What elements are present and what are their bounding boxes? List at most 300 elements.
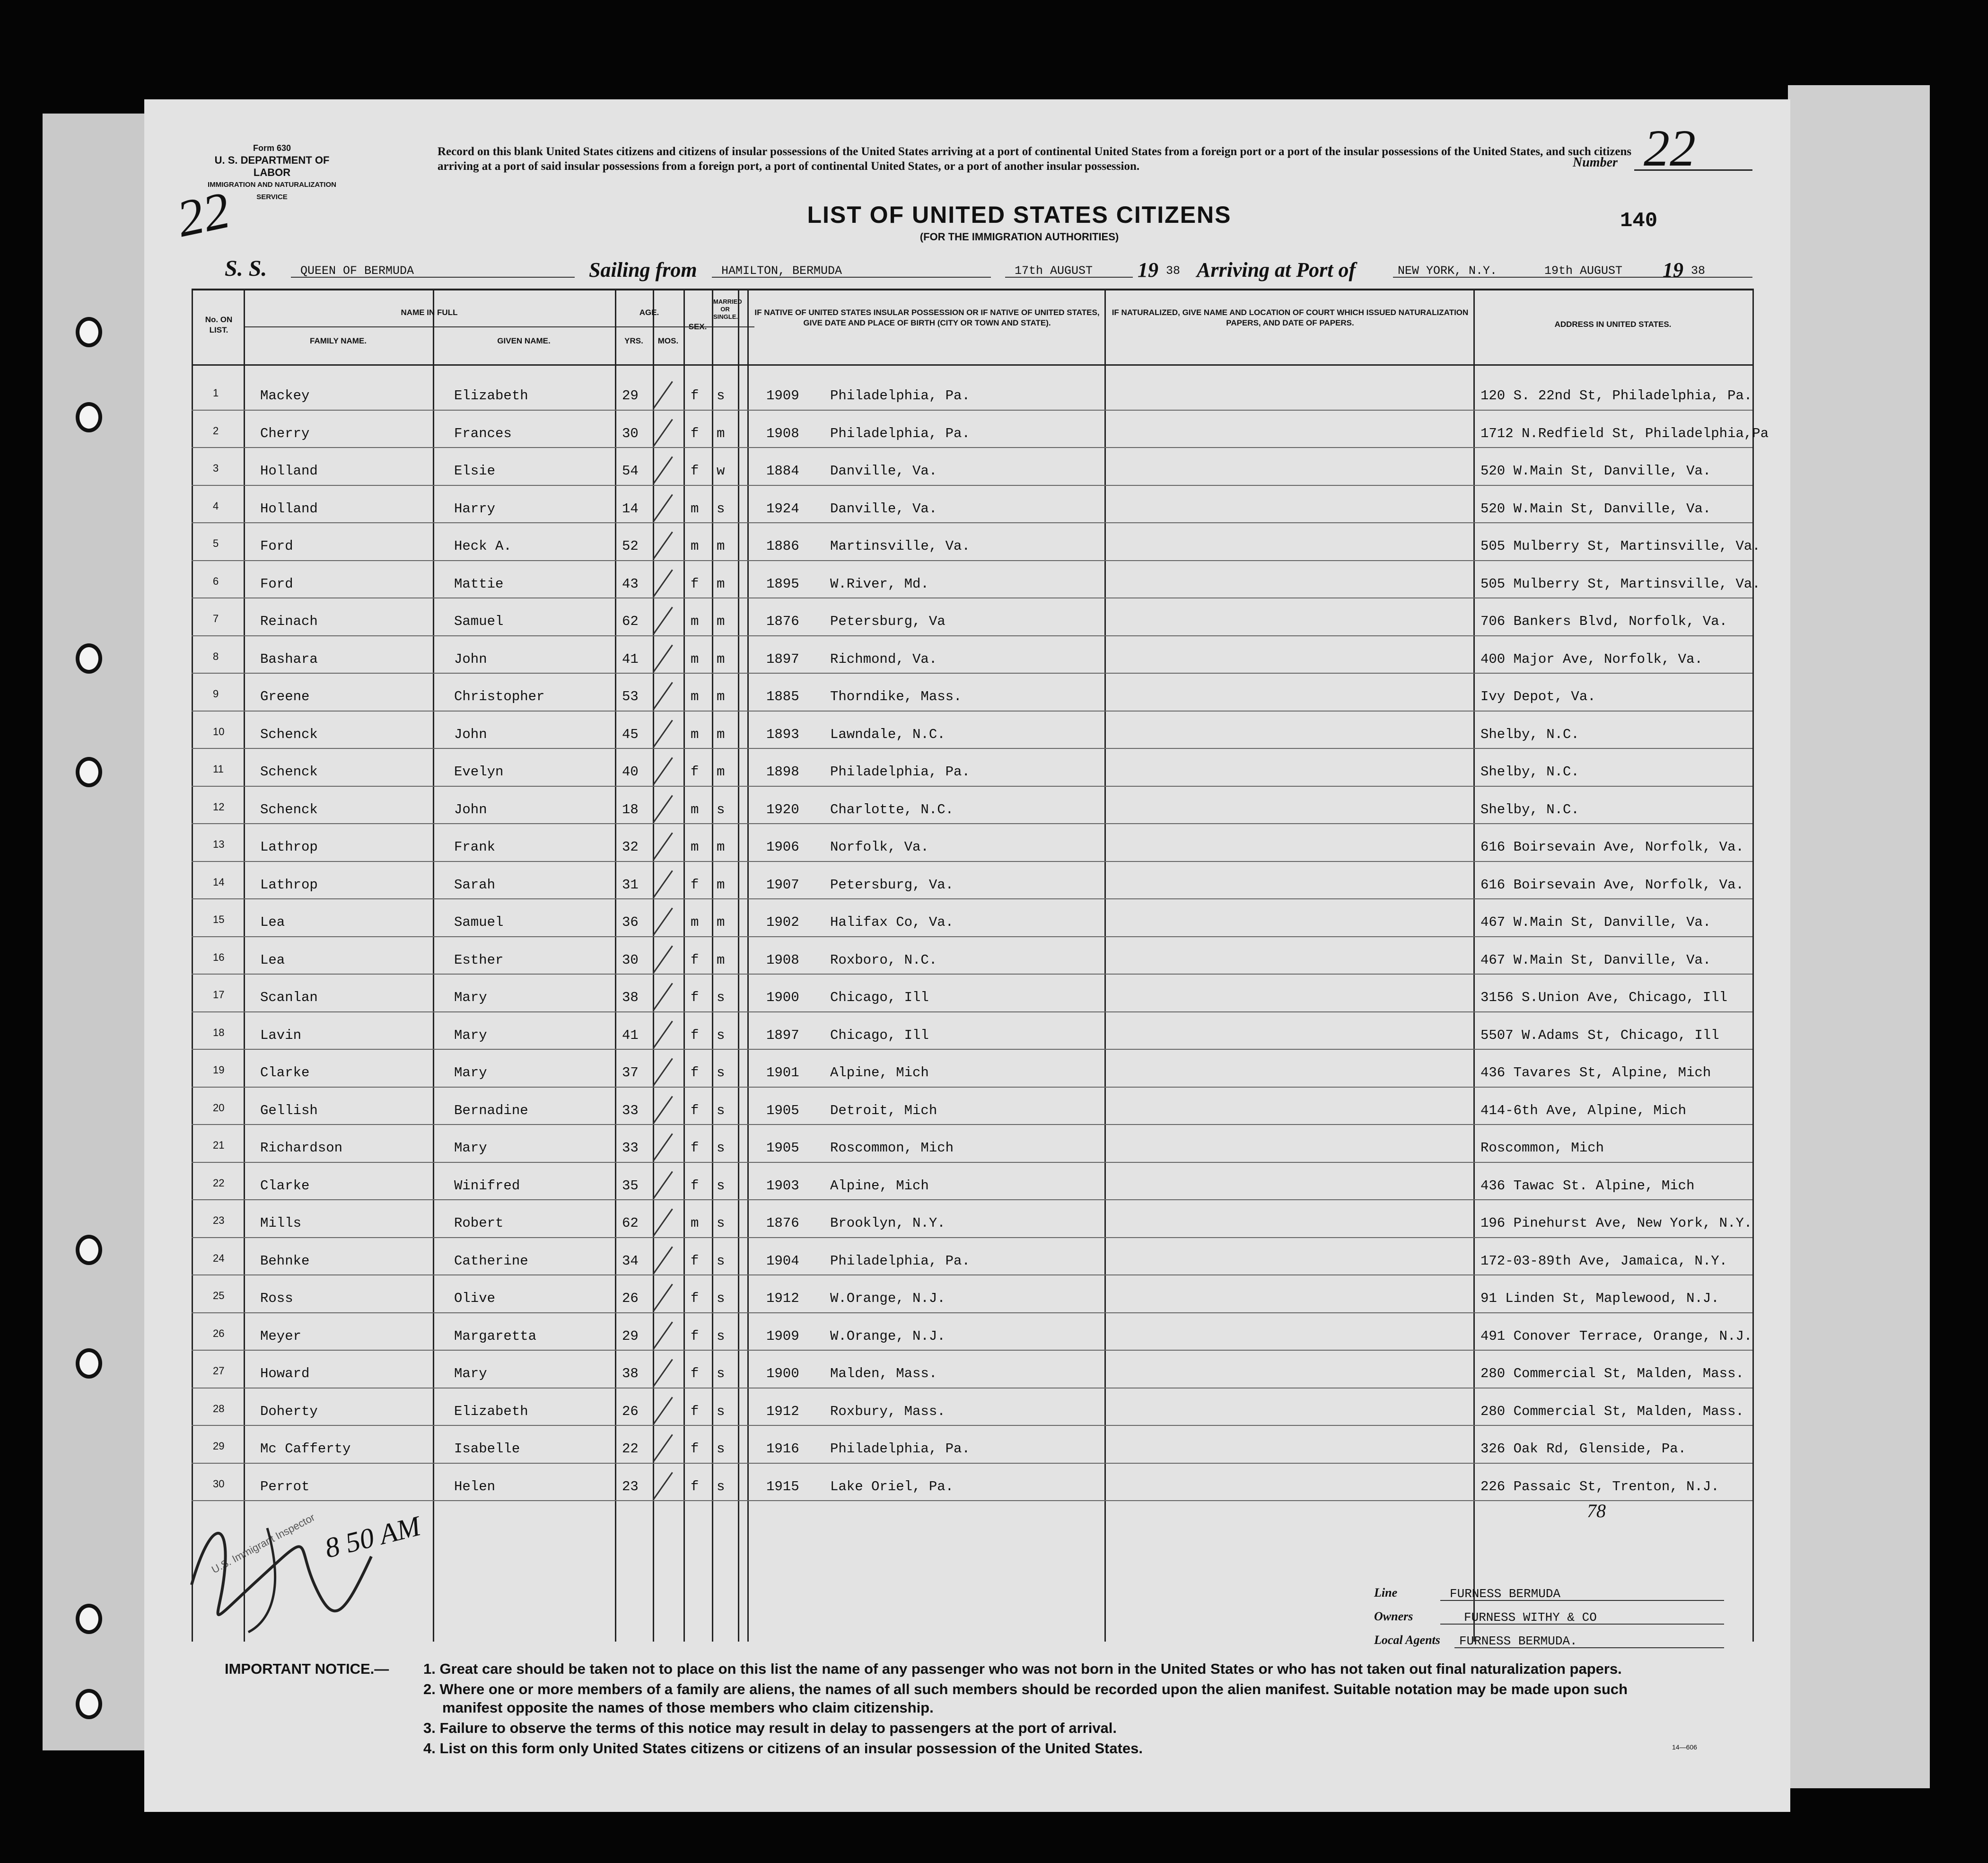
us-address: 505 Mulberry St, Martinsville, Va. [1480, 538, 1760, 554]
birth-place: Lawndale, N.C. [830, 726, 946, 742]
marital-status: m [717, 425, 725, 441]
birth-year: 1903 [766, 1178, 799, 1194]
us-address: 3156 S.Union Ave, Chicago, Ill [1480, 990, 1728, 1005]
birth-year: 1900 [766, 1366, 799, 1381]
row-number: 25 [213, 1290, 225, 1301]
family-name: Greene [260, 689, 310, 704]
inspector-signature [173, 1500, 390, 1642]
col-header-no: No. ON LIST. [205, 315, 233, 334]
birth-year: 1893 [766, 726, 799, 742]
family-name: Lavin [260, 1027, 302, 1043]
subheader-rule [244, 326, 754, 327]
age-years: 41 [622, 1027, 639, 1043]
birth-place: Danville, Va. [830, 501, 937, 517]
given-name: Mary [454, 990, 487, 1005]
col-rule [1104, 289, 1106, 1642]
row-number: 16 [213, 951, 225, 963]
age-years: 32 [622, 839, 639, 855]
birth-year: 1904 [766, 1253, 799, 1269]
marital-status: s [717, 501, 725, 517]
age-years: 23 [622, 1478, 639, 1494]
owners-label: Owners [1374, 1609, 1413, 1623]
arrival-port: NEW YORK, N.Y. [1398, 264, 1498, 278]
family-name: Clarke [260, 1178, 310, 1194]
col-rule [747, 289, 749, 1642]
sex: f [691, 463, 699, 479]
sex: f [691, 1291, 699, 1306]
age-years: 31 [622, 877, 639, 893]
row-number: 29 [213, 1440, 225, 1452]
col-header-age: AGE. [639, 308, 659, 317]
birth-place: Charlotte, N.C. [830, 801, 954, 817]
col-header-yrs: YRS. [624, 336, 643, 345]
ss-label: S. S. [225, 256, 267, 281]
birth-place: Petersburg, Va [830, 614, 946, 629]
us-address: 616 Boirsevain Ave, Norfolk, Va. [1480, 839, 1744, 855]
given-name: John [454, 726, 487, 742]
marital-status: s [717, 388, 725, 404]
check-mark [653, 1321, 673, 1349]
row-rule [192, 861, 1752, 862]
us-address: Ivy Depot, Va. [1480, 689, 1596, 704]
marital-status: s [717, 1403, 725, 1419]
row-number: 9 [213, 688, 219, 700]
family-name: Lea [260, 914, 285, 930]
notice-item-2: 2. Where one or more members of a family are aliens, the names of all such members should be recorded upon the alien manifest. Suitable notation may be made upon such [423, 1681, 1628, 1697]
age-years: 35 [622, 1178, 639, 1194]
col-rule [192, 289, 193, 1642]
birth-year: 1909 [766, 1328, 799, 1344]
family-name: Behnke [260, 1253, 310, 1269]
marital-status: m [717, 726, 725, 742]
given-name: John [454, 651, 487, 667]
age-years: 43 [622, 576, 639, 592]
given-name: Mary [454, 1366, 487, 1381]
given-name: Evelyn [454, 764, 504, 780]
check-mark [653, 983, 673, 1011]
age-years: 30 [622, 952, 639, 968]
ship-name: QUEEN OF BERMUDA [300, 264, 414, 278]
marital-status: m [717, 877, 725, 893]
number-value: 22 [1644, 119, 1696, 177]
marital-status: s [717, 990, 725, 1005]
row-rule [192, 560, 1752, 561]
birth-place: Thorndike, Mass. [830, 689, 962, 704]
check-mark [653, 1058, 673, 1086]
family-name: Reinach [260, 614, 318, 629]
binder-hole [76, 317, 102, 347]
birth-place: Philadelphia, Pa. [830, 764, 970, 780]
row-number: 4 [213, 500, 219, 512]
page-title: LIST OF UNITED STATES CITIZENS [807, 202, 1232, 228]
birth-place: Chicago, Ill [830, 1027, 929, 1043]
handwritten-time: 8 50 AM [321, 1510, 424, 1564]
birth-place: Roscommon, Mich [830, 1140, 954, 1156]
row-number: 19 [213, 1064, 225, 1076]
col-header-given: GIVEN NAME. [497, 336, 551, 345]
us-address: 505 Mulberry St, Martinsville, Va. [1480, 576, 1760, 592]
birth-place: Petersburg, Va. [830, 877, 954, 893]
marital-status: s [717, 1065, 725, 1081]
sex: f [691, 990, 699, 1005]
binder-hole [76, 402, 102, 432]
age-years: 26 [622, 1403, 639, 1419]
sex: f [691, 1065, 699, 1081]
given-name: Isabelle [454, 1441, 520, 1457]
age-years: 29 [622, 1328, 639, 1344]
row-number: 15 [213, 914, 225, 925]
marital-status: m [717, 576, 725, 592]
family-name: Schenck [260, 764, 318, 780]
col-rule [244, 289, 245, 1642]
form-instructions: Record on this blank United States citizens and citizens of insular possessions of the United States arriving at a port of continental United States from a foreign port or a port of the insular possessions of the United States, and such citizens arriving at a port of said insular possessions from a foreign port, a port of continental United States, or a port of another insular possession. [438, 145, 1632, 173]
us-address: 436 Tavares St, Alpine, Mich [1480, 1065, 1711, 1081]
row-number: 12 [213, 800, 225, 813]
birth-place: Philadelphia, Pa. [830, 425, 970, 441]
age-years: 34 [622, 1253, 639, 1269]
row-rule [192, 1011, 1752, 1012]
marital-status: m [717, 614, 725, 629]
birth-place: Philadelphia, Pa. [830, 388, 970, 404]
marital-status: s [717, 1178, 725, 1194]
row-rule [192, 711, 1752, 712]
check-mark [653, 720, 673, 747]
birth-place: Malden, Mass. [830, 1366, 937, 1381]
sex: f [691, 764, 699, 780]
given-name: Elizabeth [454, 1403, 528, 1419]
arrival-date: 19th AUGUST [1544, 264, 1623, 278]
check-mark [653, 1283, 673, 1311]
marital-status: m [717, 651, 725, 667]
us-address: 467 W.Main St, Danville, Va. [1480, 952, 1711, 968]
background-sheet [1788, 85, 1930, 1788]
sex: f [691, 1478, 699, 1494]
row-rule [192, 1237, 1752, 1238]
row-number: 30 [213, 1477, 225, 1490]
check-mark [653, 1133, 673, 1161]
row-rule [192, 936, 1752, 937]
row-rule [192, 635, 1752, 636]
row-number: 1 [213, 387, 219, 399]
family-name: Mackey [260, 388, 310, 404]
us-address: 226 Passaic St, Trenton, N.J. [1480, 1478, 1719, 1494]
col-header-birth: IF NATIVE OF UNITED STATES INSULAR POSSESSION OR IF NATIVE OF UNITED STATES, GIVE DATE AND PLACE OF BIRTH (CITY OR TOWN AND STATE). [754, 308, 1100, 327]
col-rule [738, 289, 739, 1642]
birth-place: Norfolk, Va. [830, 839, 929, 855]
check-mark [653, 1208, 673, 1236]
family-name: Bashara [260, 651, 318, 667]
given-name: Samuel [454, 914, 504, 930]
given-name: Bernadine [454, 1102, 528, 1118]
marital-status: s [717, 1027, 725, 1043]
sex: m [691, 651, 699, 667]
row-rule [192, 1463, 1752, 1464]
check-mark [653, 907, 673, 935]
birth-year: 1908 [766, 952, 799, 968]
row-number: 14 [213, 876, 225, 888]
row-rule [192, 1124, 1752, 1125]
row-number: 27 [213, 1365, 225, 1377]
sex: f [691, 1102, 699, 1118]
sex: f [691, 1328, 699, 1344]
given-name: Frank [454, 839, 496, 855]
col-rule [1473, 289, 1475, 1642]
sex: m [691, 914, 699, 930]
row-number: 28 [213, 1402, 225, 1415]
age-years: 41 [622, 651, 639, 667]
binder-hole [76, 1689, 102, 1719]
row-number: 5 [213, 537, 219, 549]
arriving-label: Arriving at Port of [1197, 258, 1356, 281]
check-mark [653, 945, 673, 973]
stamp-number: 140 [1620, 209, 1658, 233]
marital-status: s [717, 1328, 725, 1344]
marital-status: m [717, 689, 725, 704]
sailing-date: 17th AUGUST [1015, 264, 1093, 278]
row-number: 24 [213, 1252, 225, 1264]
us-address: Shelby, N.C. [1480, 764, 1579, 780]
row-rule [192, 898, 1752, 899]
birth-year: 1897 [766, 1027, 799, 1043]
marital-status: s [717, 1366, 725, 1381]
owners-value: FURNESS WITHY & CO [1464, 1610, 1597, 1625]
col-header-sex: SEX. [688, 322, 707, 331]
row-rule [192, 1500, 1752, 1501]
birth-place: Alpine, Mich [830, 1065, 929, 1081]
marital-status: m [717, 952, 725, 968]
row-rule [192, 447, 1752, 448]
col-rule [615, 289, 616, 1642]
line-value: FURNESS BERMUDA [1450, 1587, 1561, 1601]
row-number: 23 [213, 1214, 225, 1226]
check-mark [653, 644, 673, 672]
table-top-rule [192, 289, 1752, 290]
age-years: 40 [622, 764, 639, 780]
row-rule [192, 410, 1752, 411]
us-address: Shelby, N.C. [1480, 726, 1579, 742]
check-mark [653, 870, 673, 898]
marital-status: m [717, 839, 725, 855]
notice-item-3: 3. Failure to observe the terms of this notice may result in delay to passengers at the port of arrival. [423, 1720, 1117, 1736]
birth-year: 1886 [766, 538, 799, 554]
page-subtitle: (FOR THE IMMIGRATION AUTHORITIES) [920, 231, 1119, 243]
row-number: 3 [213, 462, 219, 474]
sex: f [691, 952, 699, 968]
birth-year: 1900 [766, 990, 799, 1005]
sex: f [691, 1366, 699, 1381]
col-header-naturalized: IF NATURALIZED, GIVE NAME AND LOCATION OF COURT WHICH ISSUED NATURALIZATION PAPERS, AND DATE OF PAPERS. [1112, 308, 1469, 327]
check-mark [653, 494, 673, 522]
age-years: 38 [622, 990, 639, 1005]
family-name: Ross [260, 1291, 293, 1306]
row-number: 18 [213, 1026, 225, 1038]
total-count: 78 [1587, 1500, 1606, 1521]
birth-place: Danville, Va. [830, 463, 937, 479]
us-address: 520 W.Main St, Danville, Va. [1480, 463, 1711, 479]
row-rule [192, 748, 1752, 749]
family-name: Mc Cafferty [260, 1441, 351, 1457]
check-mark [653, 682, 673, 710]
sex: f [691, 1027, 699, 1043]
row-rule [192, 786, 1752, 787]
row-number: 10 [213, 725, 225, 738]
sex: f [691, 1140, 699, 1156]
sex: f [691, 425, 699, 441]
manifest-sheet [144, 99, 1790, 1812]
sex: f [691, 1441, 699, 1457]
sex: f [691, 877, 699, 893]
row-number: 11 [213, 763, 224, 775]
col-rule [433, 289, 434, 1642]
arrival-year: 38 [1691, 264, 1706, 278]
family-name: Howard [260, 1366, 310, 1381]
family-name: Lathrop [260, 839, 318, 855]
row-rule [192, 1425, 1752, 1426]
given-name: Mary [454, 1027, 487, 1043]
family-name: Scanlan [260, 990, 318, 1005]
check-mark [653, 1434, 673, 1462]
service-name: IMMIGRATION AND NATURALIZATION SERVICE [208, 181, 336, 201]
sex: m [691, 726, 699, 742]
marital-status: s [717, 1441, 725, 1457]
sex: m [691, 801, 699, 817]
birth-place: Roxboro, N.C. [830, 952, 937, 968]
family-name: Clarke [260, 1065, 310, 1081]
row-number: 26 [213, 1327, 225, 1339]
us-address: 91 Linden St, Maplewood, N.J. [1480, 1291, 1719, 1306]
col-header-family: FAMILY NAME. [310, 336, 367, 345]
given-name: Winifred [454, 1178, 520, 1194]
birth-place: W.Orange, N.J. [830, 1328, 946, 1344]
family-name: Lathrop [260, 877, 318, 893]
age-years: 37 [622, 1065, 639, 1081]
marital-status: s [717, 1478, 725, 1494]
given-name: Elizabeth [454, 388, 528, 404]
sex: f [691, 1403, 699, 1419]
sailing-port: HAMILTON, BERMUDA [721, 264, 842, 278]
check-mark [653, 1171, 673, 1199]
check-mark [653, 569, 673, 597]
family-name: Perrot [260, 1478, 310, 1494]
number-label: Number [1573, 155, 1618, 170]
row-number: 7 [213, 613, 219, 624]
birth-year: 1898 [766, 764, 799, 780]
sailing-label: Sailing from [589, 258, 697, 281]
marital-status: s [717, 1215, 725, 1231]
handwritten-corner-number: 22 [172, 180, 235, 248]
line-label: Line [1374, 1586, 1398, 1599]
age-years: 52 [622, 538, 639, 554]
number-underline [1634, 169, 1752, 171]
row-number: 13 [213, 838, 225, 850]
age-years: 30 [622, 425, 639, 441]
form-number: Form 630 [253, 143, 291, 153]
given-name: Esther [454, 952, 504, 968]
birth-year: 1897 [766, 651, 799, 667]
marital-status: m [717, 538, 725, 554]
birth-year: 1876 [766, 1215, 799, 1231]
check-mark [653, 381, 673, 409]
us-address: 1712 N.Redfield St, Philadelphia,Pa [1480, 425, 1769, 441]
check-mark [653, 456, 673, 484]
us-address: 5507 W.Adams St, Chicago, Ill [1480, 1027, 1719, 1043]
sex: m [691, 501, 699, 517]
row-rule [192, 1199, 1752, 1200]
family-name: Ford [260, 576, 293, 592]
sex: m [691, 1215, 699, 1231]
birth-year: 1915 [766, 1478, 799, 1494]
given-name: Samuel [454, 614, 504, 629]
marital-status: s [717, 1102, 725, 1118]
us-address: 280 Commercial St, Malden, Mass. [1480, 1403, 1744, 1419]
birth-place: Roxbury, Mass. [830, 1403, 946, 1419]
age-years: 29 [622, 388, 639, 404]
row-rule [192, 1312, 1752, 1313]
birth-place: Lake Oriel, Pa. [830, 1478, 954, 1494]
age-years: 33 [622, 1140, 639, 1156]
birth-place: Martinsville, Va. [830, 538, 970, 554]
family-name: Holland [260, 501, 318, 517]
age-years: 26 [622, 1291, 639, 1306]
us-address: Roscommon, Mich [1480, 1140, 1604, 1156]
sex: m [691, 538, 699, 554]
row-rule [192, 673, 1752, 674]
agents-value: FURNESS BERMUDA. [1459, 1634, 1577, 1648]
given-name: John [454, 801, 487, 817]
birth-year: 1905 [766, 1102, 799, 1118]
check-mark [653, 832, 673, 860]
us-address: 414-6th Ave, Alpine, Mich [1480, 1102, 1687, 1118]
birth-year: 1905 [766, 1140, 799, 1156]
family-name: Cherry [260, 425, 310, 441]
marital-status: w [717, 463, 725, 479]
birth-year: 1885 [766, 689, 799, 704]
us-address: 172-03-89th Ave, Jamaica, N.Y. [1480, 1253, 1728, 1269]
row-rule [192, 485, 1752, 486]
check-mark [653, 1096, 673, 1124]
given-name: Helen [454, 1478, 496, 1494]
birth-year: 1912 [766, 1291, 799, 1306]
row-rule [192, 1087, 1752, 1088]
sex: f [691, 388, 699, 404]
birth-year: 1895 [766, 576, 799, 592]
check-mark [653, 1472, 673, 1500]
family-name: Gellish [260, 1102, 318, 1118]
col-rule [683, 289, 685, 1642]
col-rule [653, 289, 654, 1642]
marital-status: s [717, 1291, 725, 1306]
given-name: Elsie [454, 463, 496, 479]
family-name: Schenck [260, 726, 318, 742]
row-rule [192, 1274, 1752, 1275]
birth-place: Alpine, Mich [830, 1178, 929, 1194]
given-name: Frances [454, 425, 512, 441]
age-years: 33 [622, 1102, 639, 1118]
inspector-stamp: U.S. Immigrant Inspector [210, 1511, 317, 1576]
age-years: 62 [622, 1215, 639, 1231]
binder-hole [76, 1348, 102, 1379]
binder-hole [76, 757, 102, 787]
age-years: 36 [622, 914, 639, 930]
row-number: 22 [213, 1177, 225, 1189]
us-address: 520 W.Main St, Danville, Va. [1480, 501, 1711, 517]
row-number: 20 [213, 1101, 225, 1114]
age-years: 18 [622, 801, 639, 817]
us-address: 436 Tawac St. Alpine, Mich [1480, 1178, 1695, 1194]
row-number: 21 [213, 1139, 225, 1151]
check-mark [653, 1397, 673, 1424]
us-address: 280 Commercial St, Malden, Mass. [1480, 1366, 1744, 1381]
